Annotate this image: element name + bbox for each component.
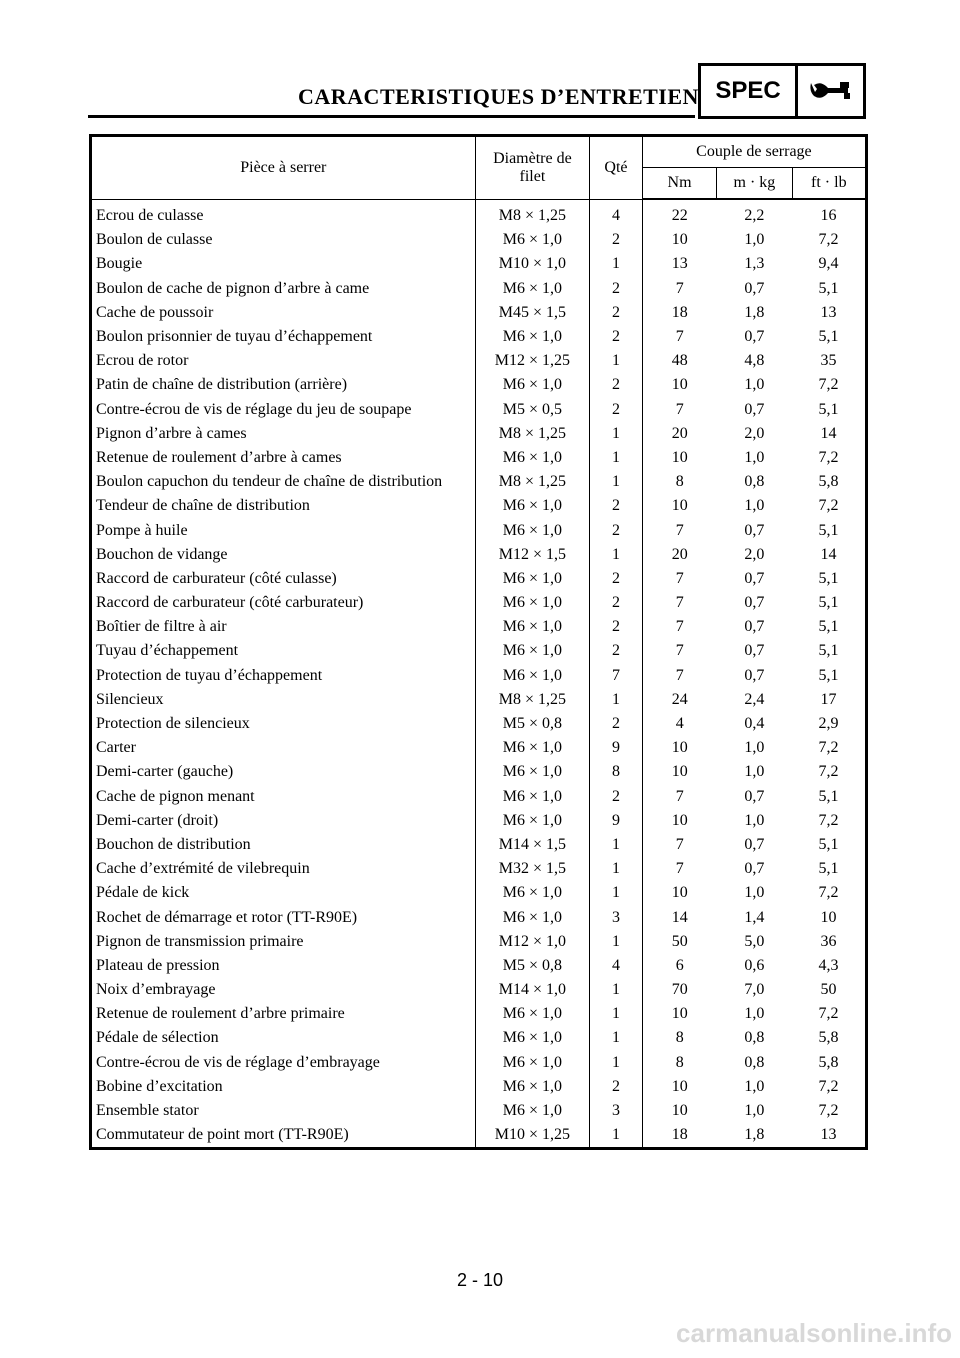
cell-ftlb: 36 (820, 932, 837, 950)
cell-qty: 2 (590, 1075, 643, 1099)
cell-name: Protection de silencieux (91, 712, 476, 736)
table-row (91, 325, 867, 349)
cell-nm: 7 (675, 787, 684, 805)
cell-mkg: 0,7 (744, 328, 765, 346)
cell-thread: M6 × 1,0 (475, 373, 590, 397)
cell-qty: 3 (590, 905, 643, 929)
cell-qty: 2 (590, 398, 643, 422)
cell-name: Raccord de carburateur (côté carburateur) (91, 591, 476, 615)
cell-thread: M6 × 1,0 (475, 325, 590, 349)
cell-name: Bouchon de distribution (91, 833, 476, 857)
cell-mkg: 1,0 (744, 763, 765, 781)
cell-nm: 50 (671, 932, 688, 950)
table-row (91, 1026, 867, 1050)
cell-thread: M12 × 1,0 (475, 930, 590, 954)
cell-thread: M6 × 1,0 (475, 567, 590, 591)
cell-mkg: 0,7 (744, 787, 765, 805)
cell-mkg: 1,4 (744, 908, 765, 926)
cell-qty: 1 (590, 422, 643, 446)
cell-qty: 2 (590, 567, 643, 591)
watermark: carmanualsonline.info (676, 1318, 952, 1348)
cell-mkg: 0,7 (744, 666, 765, 684)
cell-ftlb: 7,2 (818, 497, 839, 515)
header-diametre (475, 136, 590, 200)
cell-thread: M6 × 1,0 (475, 494, 590, 518)
cell-thread: M14 × 1,5 (475, 833, 590, 857)
cell-qty: 9 (590, 736, 643, 760)
cell-name: Pédale de sélection (91, 1026, 476, 1050)
cell-thread: M6 × 1,0 (475, 518, 590, 542)
cell-nm: 10 (671, 448, 688, 466)
cell-ftlb: 5,8 (818, 1029, 839, 1047)
cell-thread: M10 × 1,0 (475, 252, 590, 276)
cell-ftlb: 16 (820, 207, 837, 225)
cell-ftlb: 5,1 (818, 328, 839, 346)
cell-nm: 48 (671, 352, 688, 370)
cell-name: Rochet de démarrage et rotor (TT-R90E) (91, 905, 476, 929)
cell-ftlb: 7,2 (818, 1102, 839, 1120)
cell-ftlb: 7,2 (818, 739, 839, 757)
cell-mkg: 1,8 (744, 303, 765, 321)
cell-name: Bougie (91, 252, 476, 276)
page-title: CARACTERISTIQUES D’ENTRETIEN (298, 84, 699, 109)
cell-thread: M6 × 1,0 (475, 446, 590, 470)
cell-qty: 4 (590, 954, 643, 978)
cell-ftlb: 17 (820, 690, 837, 708)
cell-mkg: 7,0 (744, 981, 765, 999)
table-row (91, 1099, 867, 1123)
table-row (91, 881, 867, 905)
cell-thread: M6 × 1,0 (475, 785, 590, 809)
cell-name: Boulon de cache de pignon d’arbre à came (91, 277, 476, 301)
table-row (91, 543, 867, 567)
cell-name: Noix d’embrayage (91, 978, 476, 1002)
cell-qty: 1 (590, 688, 643, 712)
cell-ftlb: 10 (820, 908, 837, 926)
cell-nm: 10 (671, 1077, 688, 1095)
cell-ftlb: 7,2 (818, 1077, 839, 1095)
cell-nm: 7 (675, 835, 684, 853)
cell-nm: 24 (671, 690, 688, 708)
cell-thread: M6 × 1,0 (475, 639, 590, 663)
cell-thread: M6 × 1,0 (475, 1051, 590, 1075)
cell-mkg: 0,8 (744, 1029, 765, 1047)
cell-nm: 7 (675, 279, 684, 297)
cell-name: Raccord de carburateur (côté culasse) (91, 567, 476, 591)
cell-mkg: 0,7 (744, 594, 765, 612)
cell-name: Commutateur de point mort (TT-R90E) (91, 1123, 476, 1149)
header-nm: Nm (642, 168, 716, 200)
cell-nm: 10 (671, 497, 688, 515)
cell-thread: M6 × 1,0 (475, 615, 590, 639)
cell-ftlb: 7,2 (818, 884, 839, 902)
spec-badge (698, 63, 866, 119)
cell-thread: M6 × 1,0 (475, 1099, 590, 1123)
header-couple: Couple de serrage (642, 136, 866, 168)
table-row (91, 736, 867, 760)
header-qte: Qté (590, 136, 643, 200)
cell-qty: 2 (590, 277, 643, 301)
cell-thread: M8 × 1,25 (475, 199, 590, 228)
cell-nm: 7 (675, 618, 684, 636)
table-row (91, 833, 867, 857)
cell-thread: M6 × 1,0 (475, 809, 590, 833)
cell-nm: 10 (671, 376, 688, 394)
cell-ftlb: 5,1 (818, 666, 839, 684)
cell-name: Ensemble stator (91, 1099, 476, 1123)
cell-nm: 10 (671, 763, 688, 781)
cell-name: Bobine d’excitation (91, 1075, 476, 1099)
cell-name: Patin de chaîne de distribution (arrière) (91, 373, 476, 397)
cell-qty: 2 (590, 591, 643, 615)
table-row (91, 199, 867, 228)
table-row (91, 712, 867, 736)
cell-thread: M10 × 1,25 (475, 1123, 590, 1149)
cell-nm: 7 (675, 642, 684, 660)
table-row (91, 688, 867, 712)
table-row (91, 228, 867, 252)
cell-ftlb: 5,8 (818, 473, 839, 491)
table-row (91, 930, 867, 954)
cell-mkg: 0,7 (744, 835, 765, 853)
cell-nm: 6 (675, 956, 684, 974)
cell-thread: M6 × 1,0 (475, 591, 590, 615)
cell-mkg: 2,2 (744, 207, 765, 225)
cell-thread: M5 × 0,8 (475, 954, 590, 978)
cell-name: Retenue de roulement d’arbre à cames (91, 446, 476, 470)
cell-name: Ecrou de culasse (91, 199, 476, 228)
table-row (91, 978, 867, 1002)
cell-ftlb: 5,1 (818, 787, 839, 805)
cell-qty: 2 (590, 785, 643, 809)
cell-name: Contre-écrou de vis de réglage d’embrayage (91, 1051, 476, 1075)
cell-qty: 7 (590, 664, 643, 688)
table-row (91, 373, 867, 397)
table-row (91, 954, 867, 978)
cell-qty: 2 (590, 228, 643, 252)
cell-ftlb: 14 (820, 545, 837, 563)
cell-name: Cache de pignon menant (91, 785, 476, 809)
cell-name: Boîtier de filtre à air (91, 615, 476, 639)
cell-mkg: 0,7 (744, 860, 765, 878)
cell-ftlb: 14 (820, 424, 837, 442)
table-row (91, 591, 867, 615)
cell-qty: 2 (590, 518, 643, 542)
cell-thread: M6 × 1,0 (475, 1002, 590, 1026)
cell-ftlb: 5,1 (818, 569, 839, 587)
cell-ftlb: 5,1 (818, 860, 839, 878)
cell-name: Demi-carter (gauche) (91, 760, 476, 784)
cell-nm: 8 (675, 473, 684, 491)
cell-nm: 10 (671, 811, 688, 829)
cell-mkg: 0,7 (744, 279, 765, 297)
torque-table (89, 134, 868, 1150)
table-row (91, 785, 867, 809)
cell-nm: 8 (675, 1053, 684, 1071)
cell-name: Pignon de transmission primaire (91, 930, 476, 954)
cell-name: Retenue de roulement d’arbre primaire (91, 1002, 476, 1026)
cell-ftlb: 13 (820, 303, 837, 321)
cell-nm: 22 (671, 207, 688, 225)
cell-thread: M45 × 1,5 (475, 301, 590, 325)
table-row (91, 301, 867, 325)
cell-thread: M6 × 1,0 (475, 228, 590, 252)
cell-qty: 2 (590, 373, 643, 397)
cell-qty: 1 (590, 1026, 643, 1050)
cell-mkg: 1,0 (744, 497, 765, 515)
cell-qty: 1 (590, 1123, 643, 1149)
cell-thread: M6 × 1,0 (475, 760, 590, 784)
table-row (91, 857, 867, 881)
cell-ftlb: 5,1 (818, 618, 839, 636)
cell-thread: M6 × 1,0 (475, 664, 590, 688)
cell-mkg: 0,6 (744, 956, 765, 974)
cell-mkg: 2,4 (744, 690, 765, 708)
cell-mkg: 2,0 (744, 424, 765, 442)
cell-ftlb: 13 (820, 1126, 837, 1144)
table-row (91, 470, 867, 494)
cell-ftlb: 5,1 (818, 400, 839, 418)
cell-ftlb: 5,1 (818, 642, 839, 660)
table-row (91, 494, 867, 518)
cell-qty: 1 (590, 446, 643, 470)
cell-nm: 7 (675, 666, 684, 684)
table-body (91, 199, 867, 1149)
cell-qty: 1 (590, 833, 643, 857)
table-row (91, 398, 867, 422)
cell-mkg: 5,0 (744, 932, 765, 950)
cell-thread: M6 × 1,0 (475, 905, 590, 929)
table-row (91, 639, 867, 663)
header-mkg: m · kg (717, 168, 792, 200)
cell-qty: 1 (590, 978, 643, 1002)
cell-qty: 2 (590, 615, 643, 639)
cell-thread: M5 × 0,8 (475, 712, 590, 736)
cell-mkg: 4,8 (744, 352, 765, 370)
cell-thread: M6 × 1,0 (475, 1026, 590, 1050)
cell-ftlb: 5,1 (818, 594, 839, 612)
cell-qty: 9 (590, 809, 643, 833)
cell-ftlb: 4,3 (818, 956, 839, 974)
cell-nm: 8 (675, 1029, 684, 1047)
cell-thread: M12 × 1,25 (475, 349, 590, 373)
cell-thread: M8 × 1,25 (475, 422, 590, 446)
cell-mkg: 1,0 (744, 884, 765, 902)
cell-ftlb: 5,1 (818, 521, 839, 539)
cell-thread: M6 × 1,0 (475, 736, 590, 760)
cell-mkg: 1,0 (744, 811, 765, 829)
cell-ftlb: 5,1 (818, 835, 839, 853)
header-diametre-line2: filet (519, 167, 546, 185)
cell-qty: 1 (590, 857, 643, 881)
cell-nm: 20 (671, 545, 688, 563)
table-row (91, 277, 867, 301)
cell-thread: M14 × 1,0 (475, 978, 590, 1002)
cell-qty: 2 (590, 639, 643, 663)
cell-thread: M8 × 1,25 (475, 470, 590, 494)
cell-mkg: 1,0 (744, 376, 765, 394)
cell-qty: 1 (590, 930, 643, 954)
cell-name: Ecrou de rotor (91, 349, 476, 373)
cell-qty: 1 (590, 543, 643, 567)
table-row (91, 905, 867, 929)
cell-qty: 2 (590, 712, 643, 736)
cell-nm: 7 (675, 400, 684, 418)
cell-mkg: 0,8 (744, 473, 765, 491)
cell-ftlb: 50 (820, 981, 837, 999)
cell-ftlb: 5,8 (818, 1053, 839, 1071)
table-row (91, 615, 867, 639)
cell-nm: 7 (675, 569, 684, 587)
cell-qty: 3 (590, 1099, 643, 1123)
cell-ftlb: 2,9 (818, 715, 839, 733)
cell-nm: 4 (675, 715, 684, 733)
cell-mkg: 1,8 (744, 1126, 765, 1144)
cell-name: Boulon capuchon du tendeur de chaîne de distribution (91, 470, 476, 494)
cell-qty: 2 (590, 494, 643, 518)
cell-name: Tendeur de chaîne de distribution (91, 494, 476, 518)
cell-mkg: 2,0 (744, 545, 765, 563)
cell-qty: 8 (590, 760, 643, 784)
table-row (91, 760, 867, 784)
cell-thread: M5 × 0,5 (475, 398, 590, 422)
cell-name: Protection de tuyau d’échappement (91, 664, 476, 688)
cell-thread: M6 × 1,0 (475, 277, 590, 301)
header-diametre-line1: Diamètre de (493, 149, 572, 167)
cell-qty: 1 (590, 1002, 643, 1026)
header-piece: Pièce à serrer (91, 136, 476, 200)
cell-nm: 10 (671, 1005, 688, 1023)
cell-name: Cache de poussoir (91, 301, 476, 325)
cell-name: Boulon de culasse (91, 228, 476, 252)
cell-ftlb: 35 (820, 352, 837, 370)
cell-nm: 10 (671, 739, 688, 757)
spec-badge-label: SPEC (701, 66, 798, 116)
table-row (91, 1002, 867, 1026)
cell-name: Cache d’extrémité de vilebrequin (91, 857, 476, 881)
cell-mkg: 1,3 (744, 255, 765, 273)
page-number: 2 - 10 (456, 1270, 504, 1290)
table-row (91, 1123, 867, 1149)
cell-nm: 14 (671, 908, 688, 926)
cell-thread: M6 × 1,0 (475, 1075, 590, 1099)
table-row (91, 252, 867, 276)
table-row (91, 1075, 867, 1099)
cell-nm: 10 (671, 884, 688, 902)
title-underline (88, 115, 695, 118)
header-ftlb: ft · lb (792, 168, 866, 200)
cell-ftlb: 7,2 (818, 448, 839, 466)
cell-thread: M6 × 1,0 (475, 881, 590, 905)
cell-thread: M32 × 1,5 (475, 857, 590, 881)
cell-nm: 10 (671, 1102, 688, 1120)
cell-mkg: 1,0 (744, 739, 765, 757)
cell-mkg: 0,7 (744, 400, 765, 418)
cell-name: Pignon d’arbre à cames (91, 422, 476, 446)
cell-mkg: 0,4 (744, 715, 765, 733)
table-row (91, 809, 867, 833)
cell-nm: 70 (671, 981, 688, 999)
cell-mkg: 0,7 (744, 569, 765, 587)
cell-mkg: 1,0 (744, 1077, 765, 1095)
cell-ftlb: 7,2 (818, 811, 839, 829)
cell-name: Silencieux (91, 688, 476, 712)
cell-qty: 2 (590, 325, 643, 349)
cell-ftlb: 5,1 (818, 279, 839, 297)
cell-mkg: 1,0 (744, 448, 765, 466)
cell-nm: 18 (671, 303, 688, 321)
cell-qty: 1 (590, 252, 643, 276)
cell-mkg: 0,8 (744, 1053, 765, 1071)
cell-qty: 1 (590, 881, 643, 905)
cell-name: Pompe à huile (91, 518, 476, 542)
cell-nm: 7 (675, 521, 684, 539)
cell-ftlb: 7,2 (818, 376, 839, 394)
cell-nm: 10 (671, 231, 688, 249)
cell-ftlb: 7,2 (818, 763, 839, 781)
cell-mkg: 1,0 (744, 1102, 765, 1120)
cell-nm: 13 (671, 255, 688, 273)
table-row (91, 1051, 867, 1075)
cell-name: Bouchon de vidange (91, 543, 476, 567)
cell-mkg: 0,7 (744, 618, 765, 636)
table-row (91, 422, 867, 446)
cell-qty: 1 (590, 349, 643, 373)
cell-nm: 7 (675, 860, 684, 878)
cell-name: Carter (91, 736, 476, 760)
cell-qty: 2 (590, 301, 643, 325)
cell-nm: 20 (671, 424, 688, 442)
cell-nm: 7 (675, 328, 684, 346)
cell-name: Boulon prisonnier de tuyau d’échappement (91, 325, 476, 349)
cell-ftlb: 7,2 (818, 1005, 839, 1023)
cell-name: Contre-écrou de vis de réglage du jeu de soupape (91, 398, 476, 422)
cell-name: Plateau de pression (91, 954, 476, 978)
table-row (91, 567, 867, 591)
table-row (91, 349, 867, 373)
cell-name: Demi-carter (droit) (91, 809, 476, 833)
cell-thread: M12 × 1,5 (475, 543, 590, 567)
cell-nm: 7 (675, 594, 684, 612)
cell-ftlb: 7,2 (818, 231, 839, 249)
cell-nm: 18 (671, 1126, 688, 1144)
table-row (91, 446, 867, 470)
cell-ftlb: 9,4 (818, 255, 839, 273)
table-row (91, 518, 867, 542)
cell-mkg: 0,7 (744, 642, 765, 660)
cell-name: Tuyau d’échappement (91, 639, 476, 663)
table-row (91, 664, 867, 688)
wrench-icon (798, 66, 863, 116)
cell-qty: 4 (590, 199, 643, 228)
cell-mkg: 1,0 (744, 231, 765, 249)
cell-name: Pédale de kick (91, 881, 476, 905)
cell-qty: 1 (590, 470, 643, 494)
cell-thread: M8 × 1,25 (475, 688, 590, 712)
cell-qty: 1 (590, 1051, 643, 1075)
cell-mkg: 1,0 (744, 1005, 765, 1023)
cell-mkg: 0,7 (744, 521, 765, 539)
